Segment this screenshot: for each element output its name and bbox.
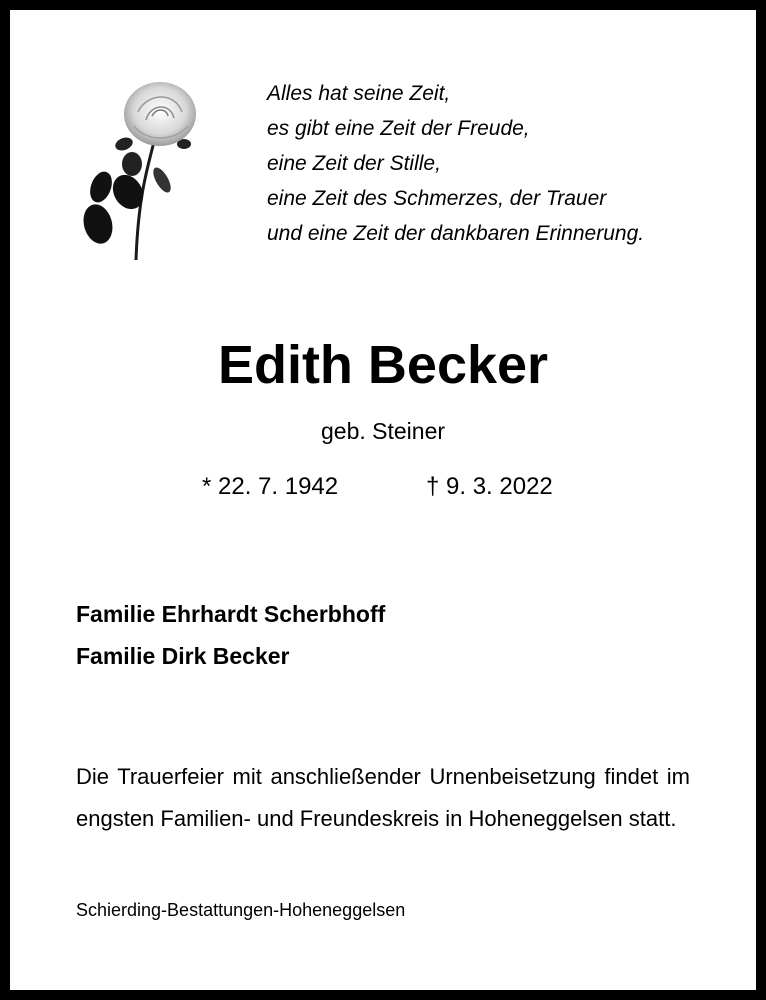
birth-date: * 22. 7. 1942 <box>202 473 339 500</box>
funeral-notice: Die Trauerfeier mit anschließender Urnenbeisetzung findet im engsten Familien- und Freundeskreis in Hoheneggelsen statt. <box>76 764 690 831</box>
death-date: † 9. 3. 2022 <box>426 473 553 500</box>
rose-icon <box>76 72 196 262</box>
family-name: Familie Ehrhardt Scherbhoff <box>76 601 386 627</box>
poem-line: eine Zeit des Schmerzes, der Trauer <box>267 187 607 210</box>
poem <box>267 76 737 251</box>
poem-line: eine Zeit der Stille, <box>267 152 441 175</box>
mourners <box>76 593 385 677</box>
birth-name: geb. Steiner <box>320 418 446 444</box>
poem-line: und eine Zeit der dankbaren Erinnerung. <box>267 222 645 245</box>
poem-line: es gibt eine Zeit der Freude, <box>267 117 530 140</box>
obituary-card <box>10 10 756 990</box>
poem-line: Alles hat seine Zeit, <box>267 82 451 105</box>
deceased-name: Edith Becker <box>217 335 549 395</box>
undertaker-name: Schierding-Bestattungen-Hoheneggelsen <box>76 900 406 920</box>
family-name: Familie Dirk Becker <box>76 643 290 669</box>
